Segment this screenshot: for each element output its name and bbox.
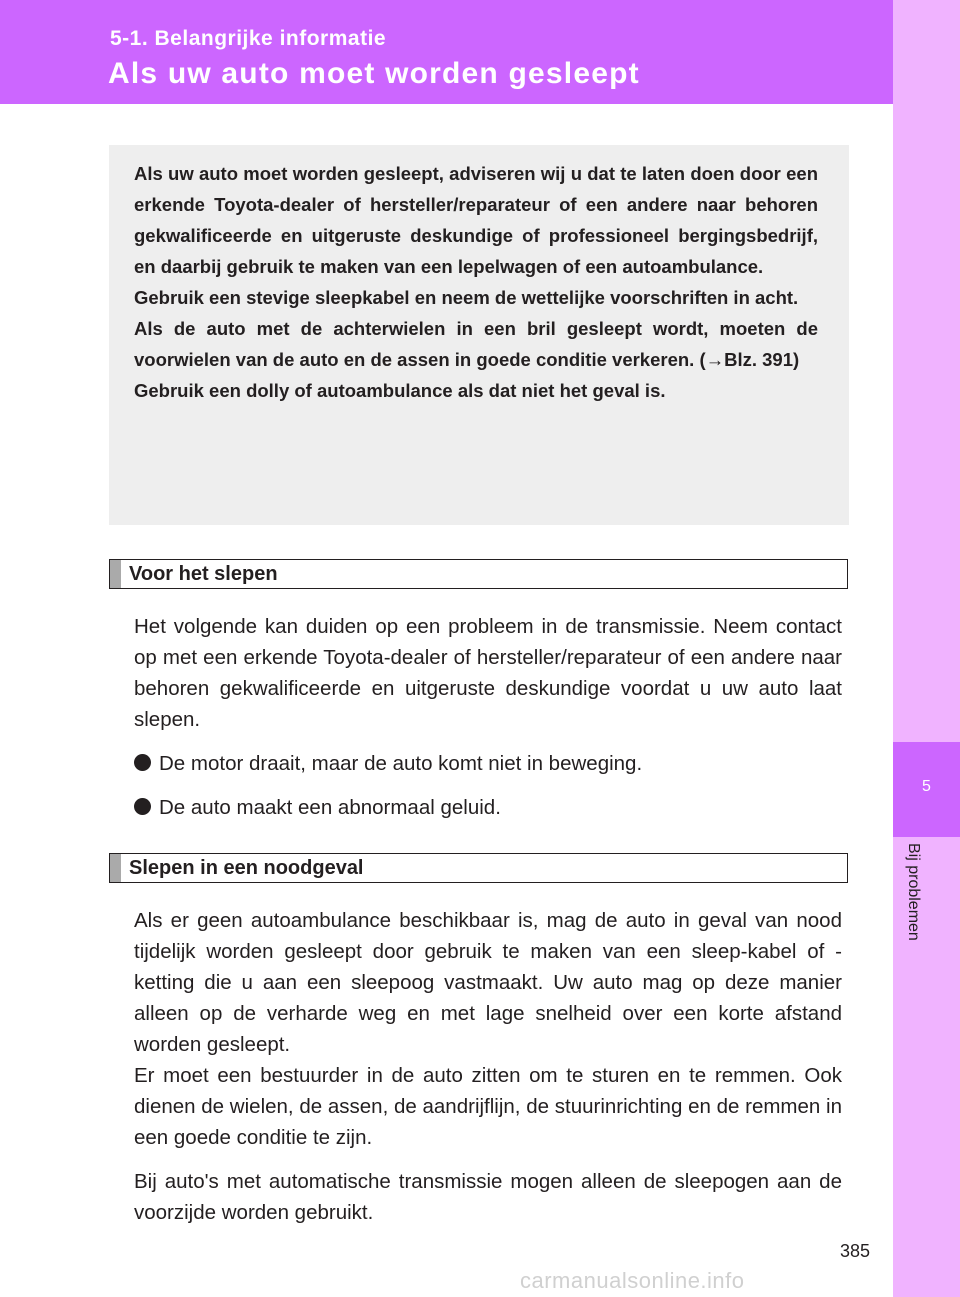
section2-paragraph-1: Als er geen autoambulance beschikbaar is, mag de auto in geval van nood tijdelijk worden gesleept door gebruik te maken van een sleep-kabel of -ketting die u aan een sleepoog vastmaakt. Uw auto mag op deze manier alleen op de verharde weg en met lage snelheid over een korte afstand worden gesleept. bbox=[134, 909, 842, 1056]
section-heading-voor-het-slepen bbox=[109, 559, 848, 589]
intro-paragraph-2: Gebruik een stevige sleepkabel en neem de wettelijke voorschriften in acht. bbox=[134, 287, 799, 308]
page-title: Als uw auto moet worden gesleept bbox=[108, 57, 640, 90]
intro-paragraph-3: Als de auto met de achterwielen in een bril gesleept wordt, moeten de voorwielen van de auto en de assen in goede conditie verkeren. (→Blz. 391) bbox=[134, 318, 818, 370]
chapter-tab bbox=[893, 742, 960, 837]
section2-paragraph-2: Er moet een bestuurder in de auto zitten om te sturen en te remmen. Ook dienen de wielen, de assen, de aandrijflijn, de stuurinrichting en de remmen in een goede conditie te zijn. bbox=[134, 1064, 842, 1149]
list-item-text: De motor draait, maar de auto komt niet in beweging. bbox=[159, 752, 643, 775]
list-item bbox=[134, 792, 842, 823]
watermark-logo: carmanualsonline.info bbox=[520, 1268, 745, 1293]
chapter-number: 5 bbox=[922, 778, 931, 795]
list-item bbox=[134, 748, 842, 779]
intro-box bbox=[109, 145, 849, 525]
heading-bar bbox=[110, 854, 121, 882]
section2-paragraph-3: Bij auto's met automatische transmissie mogen alleen de sleepogen aan de voorzijde worden gebruikt. bbox=[134, 1170, 842, 1224]
intro-paragraph-1: Als uw auto moet worden gesleept, adviseren wij u dat te laten doen door een erkende Toyota-dealer of hersteller/reparateur of een andere naar behoren gekwalificeerde en uitgeruste deskundige of professioneel bergingsbedrijf, en daarbij gebruik te maken van een lepelwagen of een autoambulance. bbox=[134, 163, 818, 277]
heading-bar bbox=[110, 560, 121, 588]
section-heading-label: Voor het slepen bbox=[129, 563, 278, 585]
page-header bbox=[0, 0, 893, 104]
chapter-label: Bij problemen bbox=[905, 843, 922, 941]
section-heading-slepen-in-een-noodgeval bbox=[109, 853, 848, 883]
section-breadcrumb: 5-1. Belangrijke informatie bbox=[110, 27, 387, 50]
list-item-text: De auto maakt een abnormaal geluid. bbox=[159, 796, 501, 819]
chapter-side-strip bbox=[893, 0, 960, 1297]
section1-paragraph: Het volgende kan duiden op een probleem in de transmissie. Neem contact op met een erkende Toyota-dealer of hersteller/reparateur of een andere naar behoren gekwalificeerde en uitgeruste deskundige voordat u uw auto laat slepen. bbox=[134, 615, 842, 731]
bullet-icon bbox=[134, 798, 151, 815]
intro-paragraph-4: Gebruik een dolly of autoambulance als dat niet het geval is. bbox=[134, 380, 666, 401]
section-heading-label: Slepen in een noodgeval bbox=[129, 857, 364, 879]
bullet-icon bbox=[134, 754, 151, 771]
page-number: 385 bbox=[840, 1241, 871, 1261]
